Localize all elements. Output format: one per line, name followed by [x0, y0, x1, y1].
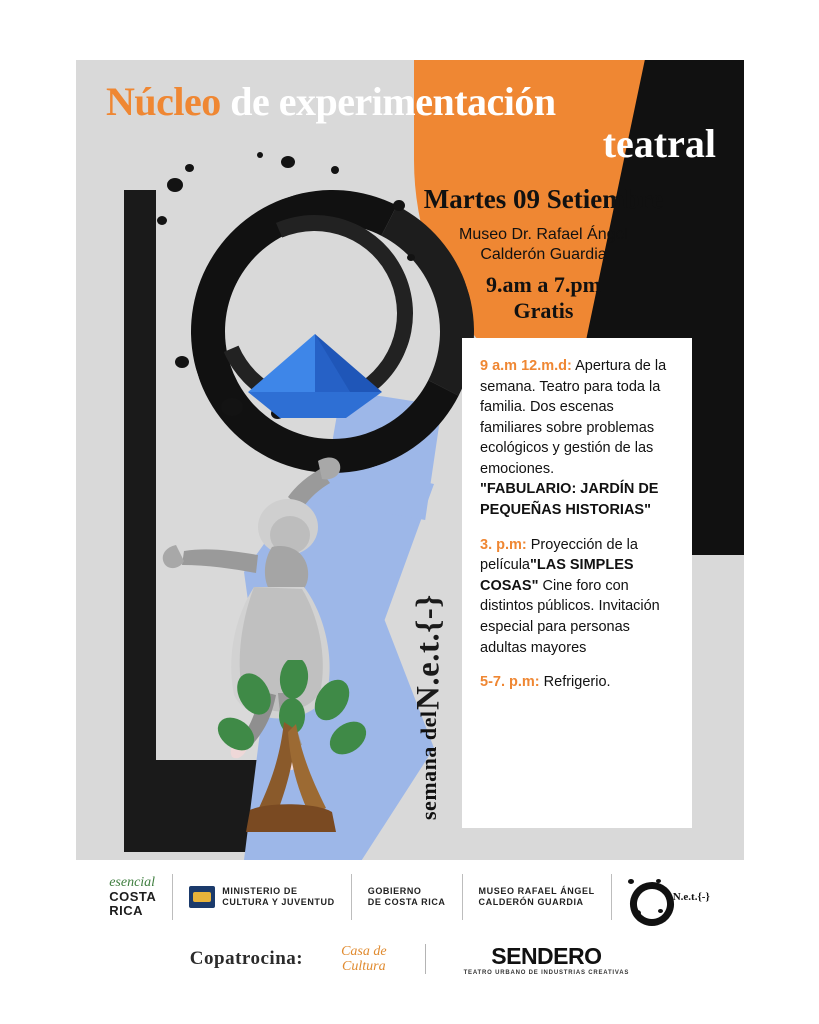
rica-label: RICA — [109, 903, 143, 918]
poster — [76, 60, 744, 860]
costa-label: COSTA — [109, 889, 157, 905]
program-highlight-2: "LAS SIMPLES COSAS" — [480, 557, 634, 594]
poster-title — [106, 79, 718, 166]
title-second-line: teatral — [602, 121, 716, 166]
copatrocina-row — [0, 928, 819, 990]
title-highlight: Núcleo — [106, 79, 221, 124]
program-time-1: 9 a.m 12.m.d: — [480, 358, 572, 374]
sponsor-strip — [0, 862, 819, 932]
ministerio-line-1: MINISTERIO DE — [222, 885, 298, 896]
esencial-wordmark: esencial — [109, 875, 156, 891]
program-entry-1 — [480, 356, 674, 521]
program-highlight-1: "FABULARIO: JARDÍN DE PEQUEÑAS HISTORIAS" — [480, 481, 659, 519]
event-venue — [376, 225, 711, 265]
gobierno-line-1: GOBIERNO — [367, 885, 422, 896]
sendero-tagline: TEATRO URBANO DE INDUSTRIAS CREATIVAS — [463, 969, 630, 976]
sponsor-esencial-costa-rica — [93, 874, 172, 920]
ministerio-line-2: CULTURA Y JUVENTUD — [222, 897, 335, 907]
title-rest: de experimentación — [220, 79, 556, 124]
casa-de-cultura-logo — [341, 944, 387, 975]
program-text-1: Apertura de la semana. Teatro para toda la familia. Dos escenas familiares sobre problemas ecológicos y gestión de las emociones. — [480, 358, 667, 477]
vertical-net-acronym: N.e.t.{-} — [410, 594, 447, 711]
vertical-prefix: semana del — [416, 710, 441, 820]
program-card — [462, 338, 692, 828]
museo-line-1: MUSEO RAFAEL ÁNGEL — [478, 885, 595, 896]
museo-line-2: CALDERÓN GUARDIA — [478, 897, 584, 907]
sponsor-museo-calderon-guardia — [462, 874, 611, 920]
copatrocina-divider — [425, 944, 426, 974]
sendero-logo — [464, 943, 630, 976]
ministerio-logo-icon — [189, 886, 215, 908]
program-text-3: Refrigerio. — [539, 674, 611, 691]
program-entry-2 — [480, 535, 674, 658]
vertical-week-label — [406, 360, 452, 820]
sponsor-gobierno-costa-rica — [351, 874, 462, 920]
tree-illustration — [196, 660, 386, 850]
sendero-name: SENDERO — [491, 942, 602, 969]
program-entry-3 — [480, 672, 674, 693]
net-logo-label: N.e.t.{-} — [672, 891, 710, 903]
venue-line-2: Calderón Guardia — [480, 246, 607, 263]
program-text-2-after: Cine foro con distintos públicos. Invitación especial para personas adultas mayores — [480, 577, 660, 656]
casa-line-1: Casa de — [341, 943, 387, 959]
event-date: Martes 09 Setiembre — [423, 184, 664, 214]
price-line: Gratis — [513, 298, 574, 324]
sponsor-net — [611, 874, 726, 920]
net-ring-icon — [628, 879, 668, 915]
gobierno-line-2: DE COSTA RICA — [367, 897, 446, 907]
program-time-2: 3. p.m: — [480, 536, 527, 553]
hours-line: 9.am a 7.pm — [486, 272, 601, 297]
venue-line-1: Museo Dr. Rafael Ángel — [459, 226, 628, 243]
event-hours — [376, 272, 711, 325]
sponsor-ministerio-cultura — [172, 874, 350, 920]
copatrocina-label: Copatrocina: — [189, 948, 304, 969]
program-time-3: 5-7. p.m: — [480, 674, 540, 691]
program-text-2: Proyección de la película — [480, 536, 638, 574]
casa-line-2: Cultura — [342, 959, 386, 974]
